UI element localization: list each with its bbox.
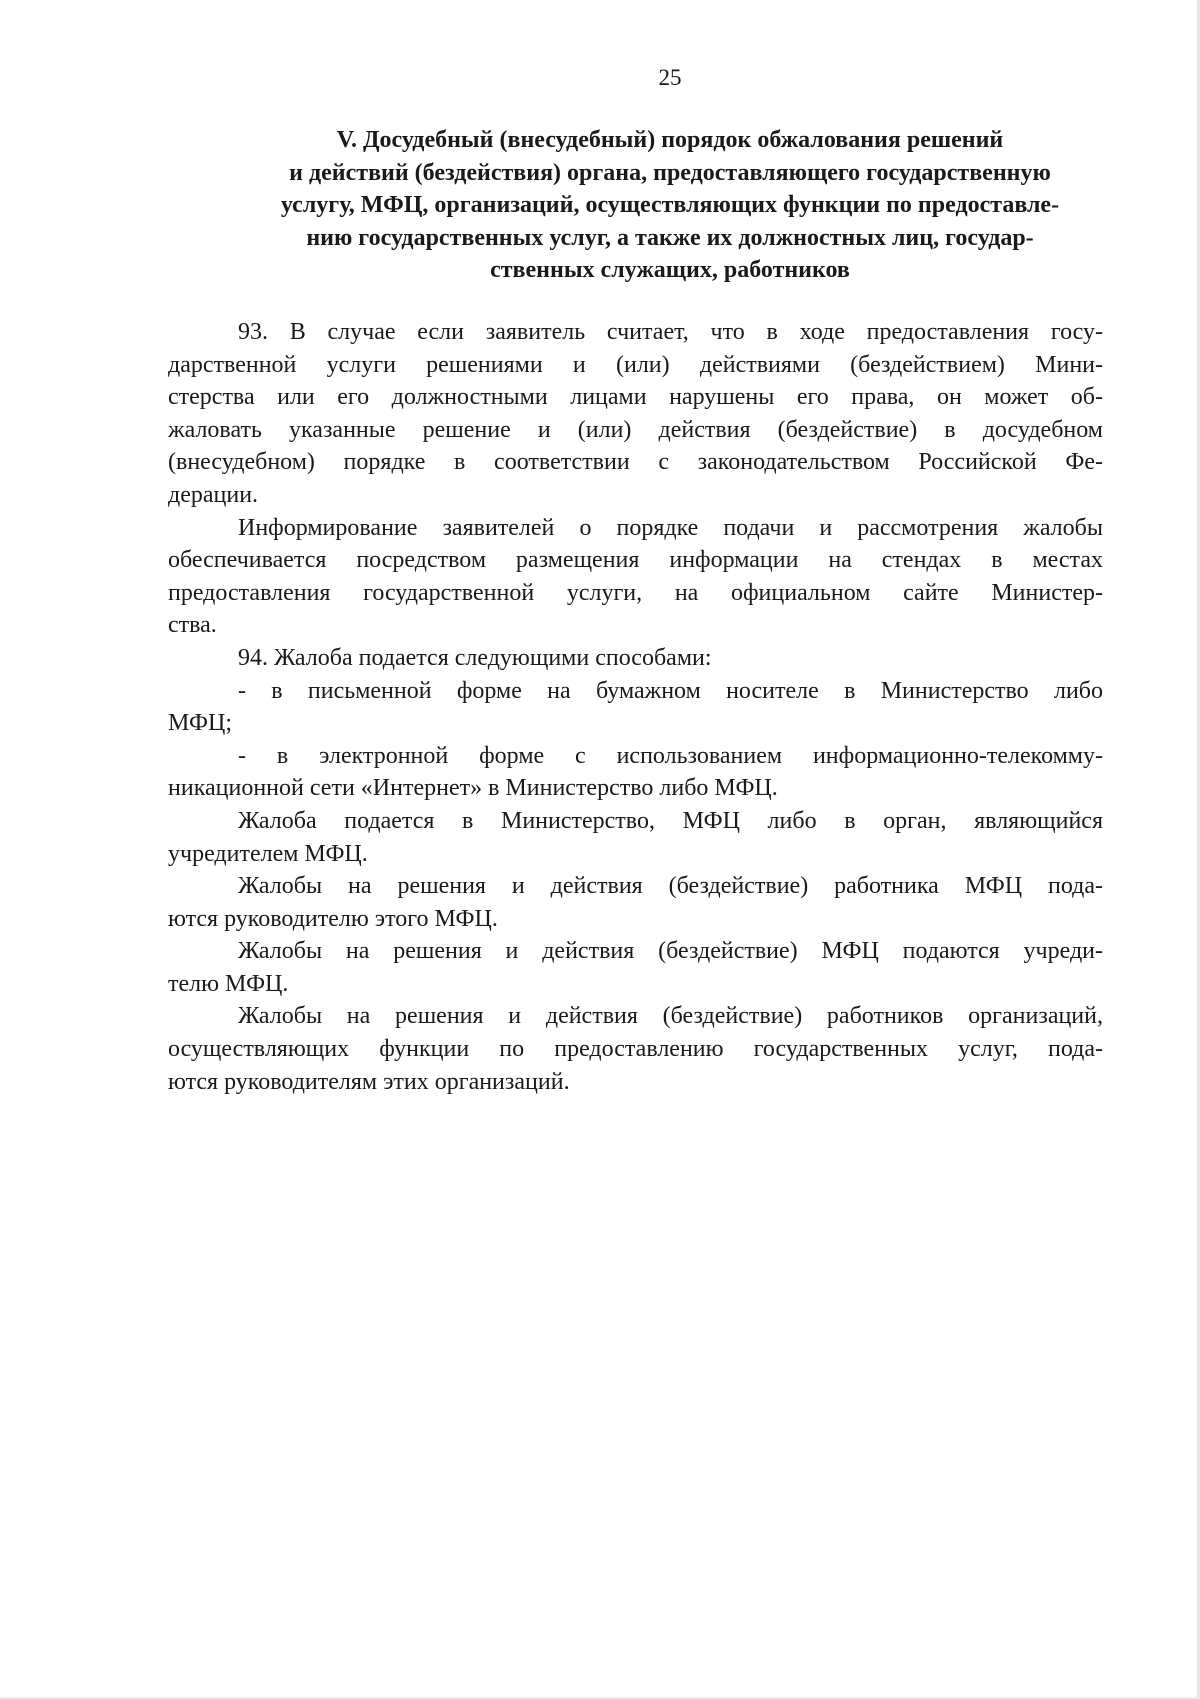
paragraph-94 <box>168 642 1103 675</box>
paragraph-mfc-employee-complaints <box>168 870 1103 935</box>
text-line: ются руководителю этого МФЦ. <box>168 905 498 932</box>
text-line: дарственной услуги решениями и (или) действиями (бездействием) Мини- <box>168 351 1103 378</box>
title-line: услугу, МФЦ, организаций, осуществляющих функции по предоставле- <box>280 192 1060 218</box>
body-text <box>168 316 1103 1098</box>
text-line: 93. В случае если заявитель считает, что в ходе предоставления госу- <box>238 319 1103 345</box>
text-line: Жалобы на решения и действия (бездействие) МФЦ подаются учреди- <box>238 938 1103 965</box>
list-item-paper-form <box>168 675 1103 740</box>
text-line: - в электронной форме с использованием информационно-телекомму- <box>238 742 1103 769</box>
text-line: ства. <box>168 612 217 639</box>
text-line: обеспечивается посредством размещения информации на стендах в местах <box>168 547 1103 574</box>
text-line: никационной сети «Интернет» в Министерство либо МФЦ. <box>168 775 778 802</box>
text-line: ются руководителям этих организаций. <box>168 1068 570 1095</box>
text-line: 94. Жалоба подается следующими способами: <box>238 644 712 671</box>
paragraph-informing <box>168 512 1103 642</box>
paragraph-mfc-complaints <box>168 935 1103 1000</box>
text-line: предоставления государственной услуги, на официальном сайте Министер- <box>168 579 1103 606</box>
title-line: нию государственных услуг, а также их должностных лиц, государ- <box>306 224 1034 251</box>
paragraph-complaint-submission <box>168 805 1103 870</box>
paragraph-organization-complaints <box>168 1000 1103 1098</box>
title-line: ственных служащих, работников <box>490 257 850 283</box>
text-line: Жалоба подается в Министерство, МФЦ либо в орган, являющийся <box>238 807 1103 834</box>
title-line: и действий (бездействия) органа, предоставляющего государственную <box>289 159 1051 186</box>
text-line: учредителем МФЦ. <box>168 840 368 867</box>
text-line: Жалобы на решения и действия (бездействие) работника МФЦ пода- <box>238 873 1103 900</box>
text-line: (внесудебном) порядке в соответствии с законодательством Российской Фе- <box>168 449 1103 476</box>
text-line: МФЦ; <box>168 710 232 737</box>
list-item-electronic-form <box>168 740 1103 805</box>
text-line: стерства или его должностными лицами нарушены его права, он может об- <box>168 384 1103 411</box>
text-line: телю МФЦ. <box>168 970 289 997</box>
text-line: осуществляющих функции по предоставлению государственных услуг, пода- <box>168 1036 1103 1063</box>
text-line: дерации. <box>168 481 259 508</box>
paragraph-93 <box>168 316 1103 512</box>
text-line: жаловать указанные решение и (или) действия (бездействие) в досудебном <box>168 416 1103 443</box>
title-line: V. Досудебный (внесудебный) порядок обжалования решений <box>336 127 1004 153</box>
text-line: - в письменной форме на бумажном носителе в Министерство либо <box>238 677 1103 704</box>
text-line: Жалобы на решения и действия (бездействие) работников организаций, <box>238 1003 1103 1030</box>
page-number: 25 <box>658 65 682 90</box>
section-title <box>165 124 1175 287</box>
text-line: Информирование заявителей о порядке подачи и рассмотрения жалобы <box>238 514 1103 541</box>
